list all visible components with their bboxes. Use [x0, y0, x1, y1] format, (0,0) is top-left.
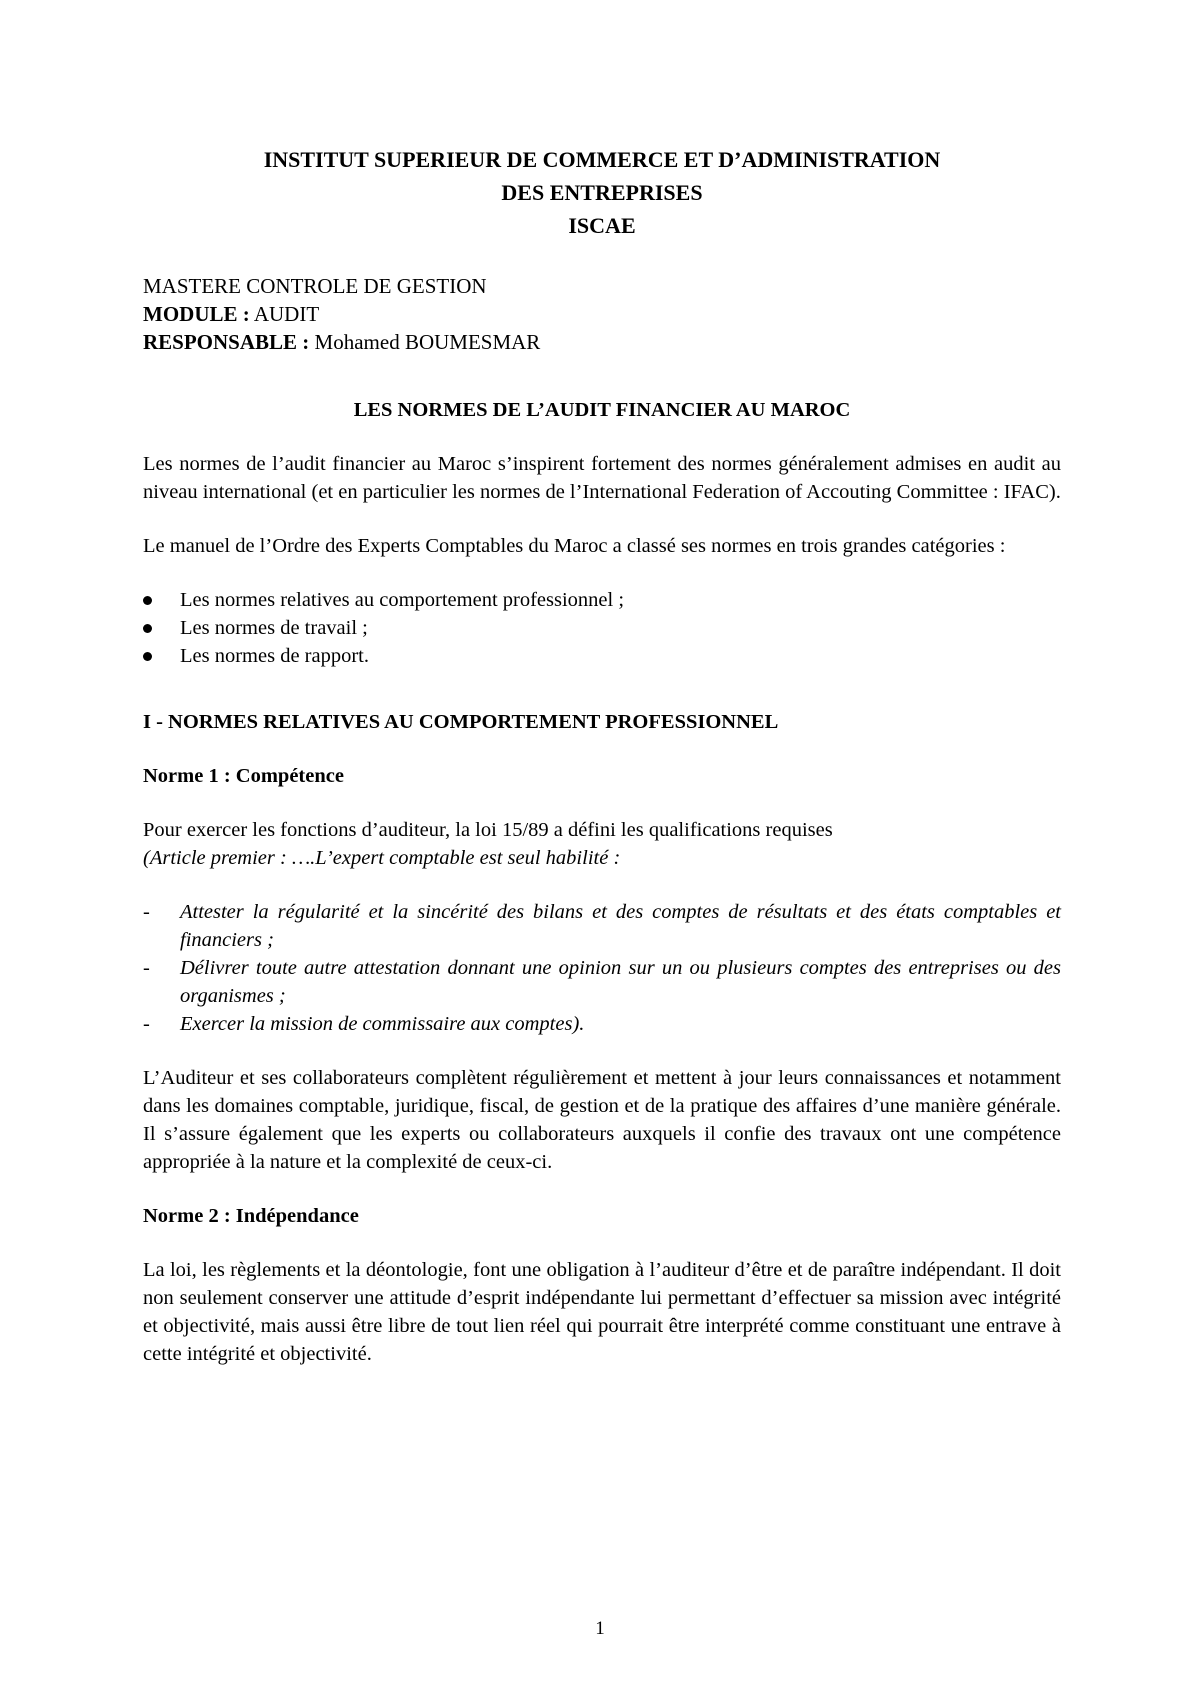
- list-item-text: Attester la régularité et la sincérité des bilans et des comptes de résultats et des états comptables et financiers ;: [180, 901, 1061, 951]
- list-item: [143, 954, 1061, 1010]
- bullet-icon: [143, 624, 152, 633]
- page-number: 1: [595, 1618, 605, 1639]
- list-item: [143, 586, 1061, 614]
- bullet-icon: [143, 652, 152, 661]
- section-heading: I - NORMES RELATIVES AU COMPORTEMENT PROFESSIONNEL: [143, 711, 779, 733]
- norme2-paragraph: La loi, les règlements et la déontologie, font une obligation à l’auditeur d’être et de paraître indépendant. Il doit non seulement conserver une attitude d’esprit indépendante lui permettant d’effectuer sa mission avec intégrité et objectivité, mais aussi être libre de tout lien réel qui pourrait être interprété comme constituant une entrave à cette intégrité et objectivité.: [143, 1259, 1061, 1365]
- norme1-paragraph-line1: Pour exercer les fonctions d’auditeur, la loi 15/89 a défini les qualifications requises: [143, 819, 833, 841]
- module-label: MODULE :: [143, 302, 250, 326]
- program-name: MASTERE CONTROLE DE GESTION: [143, 274, 487, 298]
- intro-paragraph: Les normes de l’audit financier au Maroc s’inspirent fortement des normes généralement admises en audit au niveau international (et en particulier les normes de l’International Federation of Accouting Committee : IFAC).: [143, 453, 1061, 503]
- dash-marker: -: [143, 957, 150, 979]
- norme1-competence-paragraph: L’Auditeur et ses collaborateurs complètent régulièrement et mettent à jour leurs connaissances et notamment dans les domaines comptable, juridique, fiscal, de gestion et de la pratique des affaires d’une manière générale. Il s’assure également que les experts ou collaborateurs auxquels il confie des travaux ont une compétence appropriée à la nature et la complexité de ceux-ci.: [143, 1067, 1061, 1173]
- responsable-label: RESPONSABLE :: [143, 330, 310, 354]
- institute-name-line1: INSTITUT SUPERIEUR DE COMMERCE ET D’ADMINISTRATION: [263, 147, 941, 172]
- institution-header: [143, 143, 1061, 242]
- list-item-text: Les normes de rapport.: [180, 645, 369, 667]
- institute-name-line2: DES ENTREPRISES: [501, 180, 703, 205]
- list-item-text: Les normes relatives au comportement professionnel ;: [180, 589, 625, 611]
- list-item-text: Exercer la mission de commissaire aux comptes).: [180, 1013, 585, 1035]
- list-item-text: Délivrer toute autre attestation donnant une opinion sur un ou plusieurs comptes des entreprises ou des organismes ;: [180, 957, 1061, 1007]
- dash-marker: -: [143, 901, 150, 923]
- norme1-heading: Norme 1 : Compétence: [143, 765, 344, 787]
- norme1-paragraph-line2: (Article premier : ….L’expert comptable est seul habilité :: [143, 847, 621, 869]
- list-item: [143, 898, 1061, 954]
- responsable-value: Mohamed BOUMESMAR: [309, 330, 541, 354]
- module-line: [143, 300, 1061, 328]
- manual-paragraph: Le manuel de l’Ordre des Experts Comptables du Maroc a classé ses normes en trois grandes catégories :: [143, 535, 1006, 557]
- course-info: [143, 272, 1061, 356]
- module-value: AUDIT: [249, 302, 320, 326]
- categories-list: [143, 586, 1061, 670]
- list-item: [143, 614, 1061, 642]
- bullet-icon: [143, 596, 152, 605]
- document-title: LES NORMES DE L’AUDIT FINANCIER AU MAROC: [353, 399, 851, 421]
- page-content: [143, 143, 1061, 1368]
- habilitation-list: [143, 898, 1061, 1038]
- institute-acronym: ISCAE: [568, 213, 636, 238]
- norme2-heading: Norme 2 : Indépendance: [143, 1205, 359, 1227]
- list-item: [143, 642, 1061, 670]
- list-item: [143, 1010, 1061, 1038]
- dash-marker: -: [143, 1013, 150, 1035]
- list-item-text: Les normes de travail ;: [180, 617, 368, 639]
- responsable-line: [143, 328, 1061, 356]
